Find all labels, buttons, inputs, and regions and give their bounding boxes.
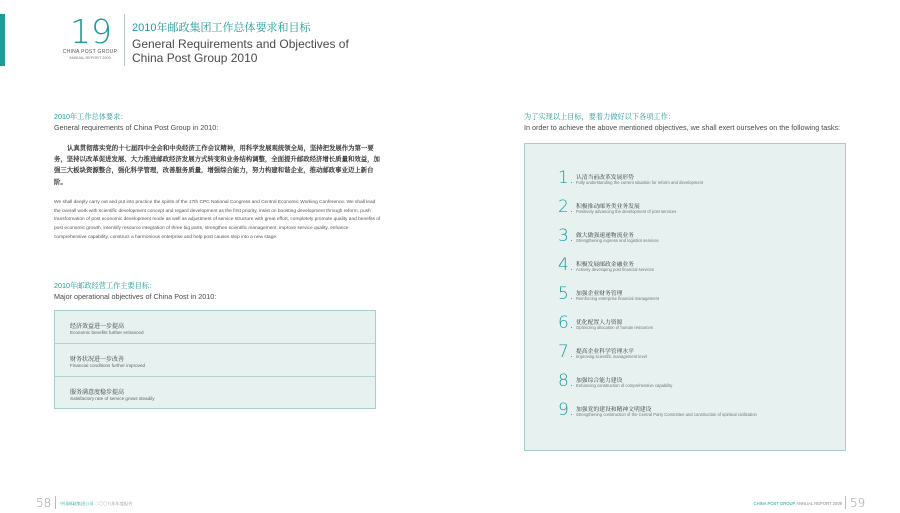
task-item [558, 313, 828, 339]
task-en: Improving scientific management level [576, 354, 647, 359]
requirements-paragraph-en: We shall deeply carry out and put into practice the spirits of the 17th CPC National Congress and Central Economic Working Conference. We shall lead the overall work with scientific development concept and regard development as the first priority, insist on boosting development through reform, push transformation of post economic development mode as well as adjustment of service structure with great effort, completely promote quality and benefits of post economic growth, intensify resource integration of three big parts, strengthen scientific management, improve service quality, enhance comprehensive capability, construct a harmonious enterprise and help post causes step into a new stage. [54, 200, 381, 240]
task-item [558, 226, 828, 252]
section-title-cn: 2010年工作总体要求： [54, 112, 128, 121]
task-en: Enhancing construction of comprehensive capability [576, 383, 673, 388]
footer-report: ANNUAL REPORT 2009 [796, 501, 842, 506]
task-item [558, 197, 828, 223]
chapter-org-label: CHINA POST GROUP [62, 49, 118, 55]
footer-org: CHINA POST GROUP [753, 501, 796, 506]
objective-cn: 财务状况进一步改善 [70, 357, 125, 363]
page-title-cn: 2010年邮政集团工作总体要求和目标 [132, 22, 311, 34]
objective-en: Economic benefits further enhanced [70, 329, 144, 335]
tasks-box [524, 143, 846, 451]
left-page-number: 58 [36, 496, 52, 510]
section-title-cn: 2010年邮政经营工作主要目标： [54, 281, 157, 290]
section-title-en: General requirements of China Post Group in 2010: [54, 123, 219, 132]
task-en: Strengthening construction of the Central Party Committee and construction of spiritual civilization [576, 412, 757, 417]
chapter-accent-bar [0, 14, 5, 66]
task-number: 9. [558, 400, 575, 420]
footer-divider [55, 496, 56, 509]
task-en: Positively advancing the development of post services [576, 209, 677, 214]
task-item [558, 168, 828, 194]
objectives-heading [54, 281, 384, 301]
objective-en: Financial conditions further improved [70, 362, 146, 368]
task-en: Optimizing allocation of human resources [576, 325, 653, 330]
footer-divider [845, 496, 846, 509]
task-cn: 优化配置人力资源 [576, 320, 623, 326]
general-requirements-heading [54, 112, 384, 132]
task-cn: 加强综合能力建设 [576, 378, 623, 384]
footer-org: 中国邮政集团公司 [60, 501, 94, 506]
objective-item [55, 377, 375, 410]
task-cn: 加强党的建设和精神文明建设 [576, 407, 652, 413]
right-page-number: 59 [850, 496, 866, 510]
task-item [558, 371, 828, 397]
task-en: Reinforcing enterprise financial management [576, 296, 660, 301]
page-title-en: General Requirements and Objectives of China Post Group 2010 [132, 37, 349, 65]
objective-en: Satisfactory rate of service grows steadily [70, 395, 155, 401]
footer-report: 二〇〇九年年度报告 [94, 501, 133, 506]
task-number: 5. [558, 284, 575, 304]
task-item [558, 400, 828, 426]
task-en: Actively developing post financial services [576, 267, 654, 272]
task-en: Strengthening express and logistics services [576, 238, 659, 243]
task-en: Fully understanding the current situation for reform and development [576, 180, 704, 185]
tasks-heading [524, 112, 844, 132]
task-item [558, 284, 828, 310]
section-title-cn: 为了实现以上目标，要着力做好以下各项工作： [524, 112, 675, 121]
task-cn: 认清当前改革发展形势 [576, 175, 634, 181]
requirements-paragraph-cn: 认真贯彻落实党的十七届四中全会和中央经济工作会议精神，用科学发展观统领全局，坚持把发展作为第一要务，坚持以改革促进发展、大力推进邮政经济发展方式转变和业务结构调整，全面提升邮政经济增长质量和效益，加强三大板块资源整合，强化科学管理，改善服务质量，增强综合能力，努力构建和谐企业，推动邮政事业迈上新台阶。 [54, 145, 380, 186]
task-item [558, 255, 828, 281]
objective-item [55, 311, 375, 344]
task-cn: 积极推动邮务类业务发展 [576, 204, 640, 210]
section-title-en: Major operational objectives of China Post in 2010: [54, 292, 217, 301]
section-title-en: In order to achieve the above mentioned objectives, we shall exert ourselves on the following tasks: [524, 123, 841, 132]
objective-item [55, 344, 375, 377]
task-item [558, 342, 828, 368]
objectives-box [54, 310, 376, 409]
task-cn: 提高企业科学管理水平 [576, 349, 634, 355]
chapter-report-label: ANNUAL REPORT 2009 [69, 56, 111, 60]
task-cn: 积极发展邮政金融业务 [576, 262, 634, 268]
task-number: 3. [558, 226, 575, 246]
task-number: 2. [558, 197, 575, 217]
task-cn: 加强企业财务管理 [576, 291, 623, 297]
right-footer-label [754, 501, 842, 506]
task-number: 1. [558, 168, 575, 188]
task-number: 6. [558, 313, 575, 333]
header-divider [124, 14, 125, 66]
left-footer-label [60, 501, 132, 507]
objective-cn: 经济效益进一步提高 [70, 324, 125, 330]
task-number: 7. [558, 342, 575, 362]
task-cn: 做大做强速递物流业务 [576, 233, 634, 239]
chapter-number: 19 [70, 12, 112, 51]
objective-cn: 服务满意度稳步提高 [70, 390, 125, 396]
task-number: 4. [558, 255, 575, 275]
task-number: 8. [558, 371, 575, 391]
